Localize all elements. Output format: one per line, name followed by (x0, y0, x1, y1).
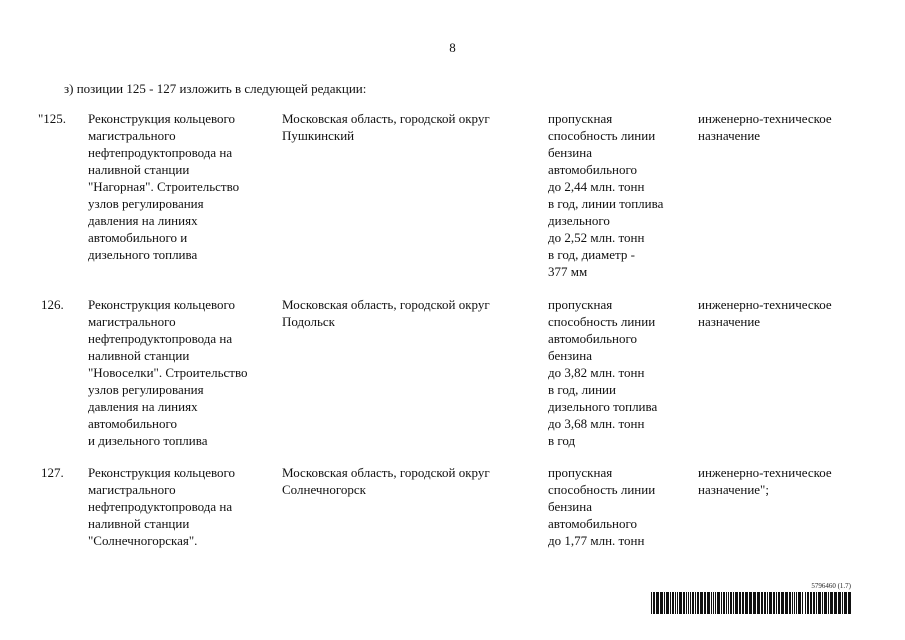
barcode-bar (672, 592, 674, 614)
barcode-bar (789, 592, 791, 614)
barcode-block (651, 582, 851, 614)
barcode-bar (830, 592, 833, 614)
barcode-bar (679, 592, 682, 614)
project-location: Московская область, городской округ Солнечногорск (282, 465, 490, 497)
barcode-bar (792, 592, 793, 614)
barcode-bar (769, 592, 772, 614)
barcode-bar (818, 592, 821, 614)
barcode-bar (656, 592, 659, 614)
barcode-bar (711, 592, 712, 614)
barcode-bar (723, 592, 725, 614)
barcode-bar (764, 592, 766, 614)
barcode-bar (813, 592, 815, 614)
project-purpose: инженерно-техническое назначение (698, 297, 832, 329)
barcode-bar (651, 592, 652, 614)
project-name: Реконструкция кольцевого магистрального нефтепродуктопровода на наливной станции "Нагорная". Строительство узлов регулирования давления на линиях автомобильного и дизельного топлива (88, 111, 240, 262)
row-number: 127. (41, 465, 64, 480)
barcode-bar (653, 592, 655, 614)
barcode-bar (794, 592, 795, 614)
barcode-label: 5796460 (1.7) (811, 582, 851, 590)
barcode-bar (785, 592, 788, 614)
barcode-bar (713, 592, 714, 614)
barcode-bar (781, 592, 784, 614)
intro-text: з) позиции 125 - 127 изложить в следующей редакции: (64, 81, 367, 96)
barcode-bar (802, 592, 803, 614)
barcode-bar (707, 592, 710, 614)
barcode-image (651, 592, 851, 614)
barcode-bar (778, 592, 780, 614)
barcode-bar (683, 592, 685, 614)
barcode-bar (798, 592, 801, 614)
barcode-bar (805, 592, 806, 614)
barcode-bar (842, 592, 843, 614)
barcode-bar (816, 592, 817, 614)
barcode-bar (704, 592, 706, 614)
barcode-bar (834, 592, 837, 614)
project-location: Московская область, городской округ Пушкинский (282, 111, 490, 143)
barcode-bar (695, 592, 696, 614)
barcode-bar (690, 592, 691, 614)
barcode-bar (715, 592, 716, 614)
barcode-bar (730, 592, 732, 614)
barcode-bar (686, 592, 687, 614)
barcode-bar (660, 592, 663, 614)
project-capacity: пропускная способность линии бензина автомобильного до 2,44 млн. тонн в год, линии топлива дизельного до 2,52 млн. тонн в год, диаметр - 377 мм (548, 111, 664, 279)
barcode-bar (688, 592, 689, 614)
barcode-bar (677, 592, 678, 614)
project-location: Московская область, городской округ Подольск (282, 297, 490, 329)
barcode-bar (735, 592, 738, 614)
barcode-bar (838, 592, 841, 614)
barcode-bar (697, 592, 699, 614)
barcode-bar (844, 592, 847, 614)
barcode-bar (807, 592, 809, 614)
page-number: 8 (449, 40, 456, 55)
barcode-bar (767, 592, 768, 614)
barcode-bar (761, 592, 763, 614)
barcode-bar (742, 592, 744, 614)
barcode-bar (692, 592, 694, 614)
barcode-bar (745, 592, 748, 614)
barcode-bar (848, 592, 851, 614)
barcode-bar (739, 592, 741, 614)
barcode-bar (776, 592, 777, 614)
barcode-bar (749, 592, 752, 614)
barcode-bar (822, 592, 823, 614)
barcode-bar (796, 592, 797, 614)
row-number: "125. (38, 111, 67, 126)
barcode-bar (721, 592, 722, 614)
barcode-bar (753, 592, 756, 614)
project-name: Реконструкция кольцевого магистрального нефтепродуктопровода на наливной станции "Новоселки". Строительство узлов регулирования давления на линиях автомобильного и дизельного топлива (88, 297, 248, 448)
barcode-bar (773, 592, 775, 614)
project-name: Реконструкция кольцевого магистрального нефтепродуктопровода на наливной станции "Солнечногорская". (88, 465, 236, 548)
barcode-bar (670, 592, 671, 614)
barcode-bar (828, 592, 829, 614)
project-capacity: пропускная способность линии бензина автомобильного до 1,77 млн. тонн (548, 465, 656, 548)
barcode-bar (733, 592, 734, 614)
barcode-bar (664, 592, 665, 614)
project-purpose: инженерно-техническое назначение"; (698, 465, 832, 497)
barcode-bar (757, 592, 760, 614)
barcode-bar (810, 592, 812, 614)
barcode-bar (717, 592, 720, 614)
project-capacity: пропускная способность линии автомобильного бензина до 3,82 млн. тонн в год, линии дизельного топлива до 3,68 млн. тонн в год (548, 297, 658, 448)
barcode-bar (824, 592, 827, 614)
row-number: 126. (41, 297, 64, 312)
barcode-bar (675, 592, 676, 614)
barcode-bar (700, 592, 703, 614)
project-purpose: инженерно-техническое назначение (698, 111, 832, 143)
barcode-bar (728, 592, 729, 614)
barcode-bar (726, 592, 727, 614)
barcode-bar (666, 592, 669, 614)
